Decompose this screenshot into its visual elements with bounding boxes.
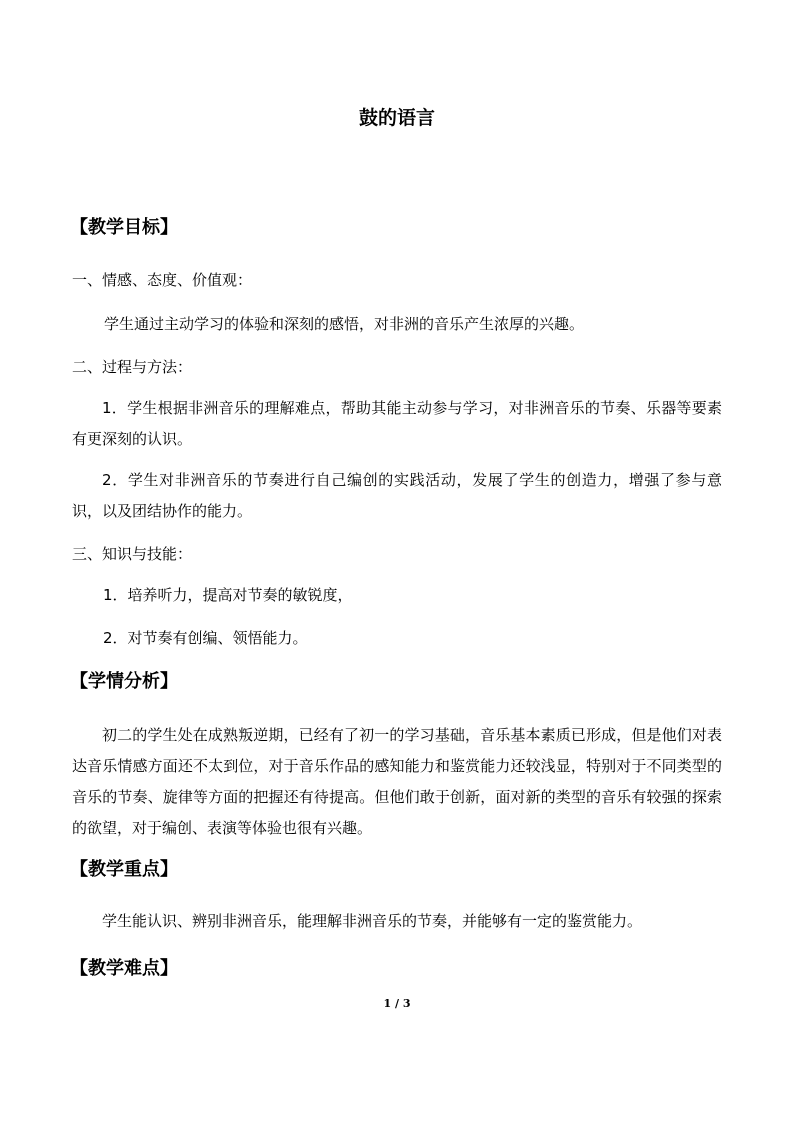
objective-3-item-1: 1．培养听力，提高对节奏的敏锐度， xyxy=(103,586,353,604)
objective-2-heading: 二、过程与方法： xyxy=(72,358,193,376)
heading-key-points: 【教学重点】 xyxy=(70,859,178,880)
page-number: 1 / 3 xyxy=(383,997,411,1010)
heading-learning-analysis: 【学情分析】 xyxy=(70,671,178,692)
objective-3-item-2: 2．对节奏有创编、领悟能力。 xyxy=(103,629,308,647)
objective-1-heading: 一、情感、态度、价值观： xyxy=(72,271,253,289)
learning-analysis-paragraph: 初二的学生处在成熟叛逆期，已经有了初一的学习基础，音乐基本素质已形成，但是他们对表达音乐情感方面还不太到位，对于音乐作品的感知能力和鉴赏能力还较浅显，特别对于不同类型的音乐的节奏、旋律等方面的把握还有待提高。但他们敢于创新，面对新的类型的音乐有较强的探索的欲望，对于编创、表演等体验也很有兴趣。 xyxy=(72,726,722,837)
objective-2-paragraph-1: 1．学生根据非洲音乐的理解难点，帮助其能主动参与学习，对非洲音乐的节奏、乐器等要素有更深刻的认识。 xyxy=(72,399,722,448)
key-points-paragraph: 学生能认识、辨别非洲音乐，能理解非洲音乐的节奏，并能够有一定的鉴赏能力。 xyxy=(102,912,643,930)
heading-difficulties: 【教学难点】 xyxy=(70,958,178,979)
objective-2-paragraph-2: 2．学生对非洲音乐的节奏进行自己编创的实践活动，发展了学生的创造力，增强了参与意识，以及团结协作的能力。 xyxy=(72,471,722,520)
objective-1-text: 学生通过主动学习的体验和深刻的感悟，对非洲的音乐产生浓厚的兴趣。 xyxy=(104,315,585,333)
heading-teaching-objectives: 【教学目标】 xyxy=(70,217,178,238)
document-title: 鼓的语言 xyxy=(358,107,435,129)
objective-3-heading: 三、知识与技能： xyxy=(72,545,193,563)
